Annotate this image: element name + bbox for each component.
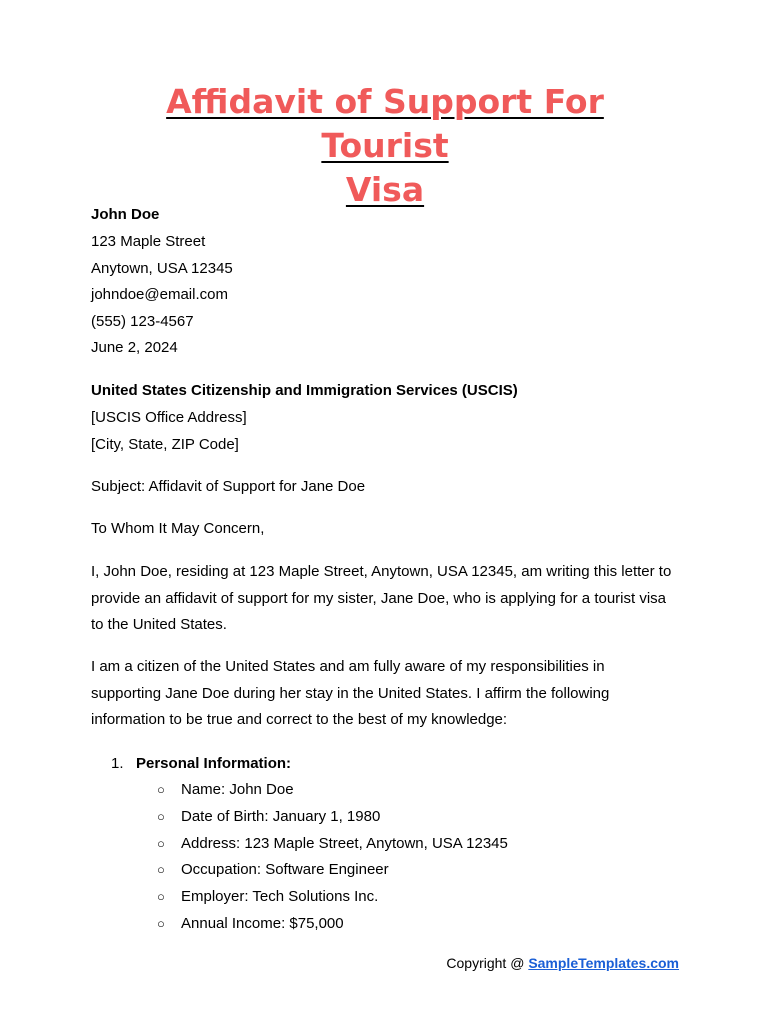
paragraph-2-line-3: information to be true and correct to the best of my knowledge: (91, 711, 508, 728)
list-heading: Personal Information: (136, 755, 292, 772)
bullet-icon: ○ (157, 916, 165, 931)
paragraph-1-line-2: provide an affidavit of support for my sister, Jane Doe, who is applying for a tourist visa (91, 590, 667, 607)
sender-name: John Doe (91, 206, 160, 223)
title-line-2: Visa (345, 170, 425, 209)
list-item: Address: 123 Maple Street, Anytown, USA 12345 (181, 835, 508, 852)
bullet-icon: ○ (157, 782, 165, 797)
list-item: Occupation: Software Engineer (181, 861, 389, 878)
sender-phone: (555) 123-4567 (91, 313, 194, 330)
paragraph-1-line-3: to the United States. (91, 616, 227, 633)
list-number: 1. (111, 755, 124, 772)
salutation: To Whom It May Concern, (91, 520, 265, 537)
letter-date: June 2, 2024 (91, 339, 178, 356)
copyright-prefix: Copyright @ (446, 955, 529, 971)
bullet-icon: ○ (157, 862, 165, 877)
document-title (100, 80, 670, 212)
paragraph-2-line-1: I am a citizen of the United States and am fully aware of my responsibilities in (91, 658, 605, 675)
recipient-city: [City, State, ZIP Code] (91, 436, 239, 453)
list-item: Date of Birth: January 1, 1980 (181, 808, 381, 825)
paragraph-2-line-2: supporting Jane Doe during her stay in the United States. I affirm the following (91, 685, 610, 702)
list-item: Name: John Doe (181, 781, 294, 798)
bullet-icon: ○ (157, 809, 165, 824)
list-item: Annual Income: $75,000 (181, 915, 344, 932)
recipient-address: [USCIS Office Address] (91, 409, 247, 426)
sender-city: Anytown, USA 12345 (91, 260, 233, 277)
sampletemplates-link[interactable]: SampleTemplates.com (528, 955, 679, 971)
bullet-icon: ○ (157, 836, 165, 851)
list-item: Employer: Tech Solutions Inc. (181, 888, 379, 905)
recipient-org: United States Citizenship and Immigration Services (USCIS) (91, 382, 518, 399)
title-line-1: Affidavit of Support For Tourist (166, 82, 604, 165)
paragraph-1-line-1: I, John Doe, residing at 123 Maple Street, Anytown, USA 12345, am writing this letter to (91, 563, 672, 580)
sender-street: 123 Maple Street (91, 233, 206, 250)
sender-email: johndoe@email.com (91, 286, 228, 303)
copyright-footer (446, 954, 679, 972)
subject-line: Subject: Affidavit of Support for Jane Doe (91, 478, 366, 495)
bullet-icon: ○ (157, 889, 165, 904)
